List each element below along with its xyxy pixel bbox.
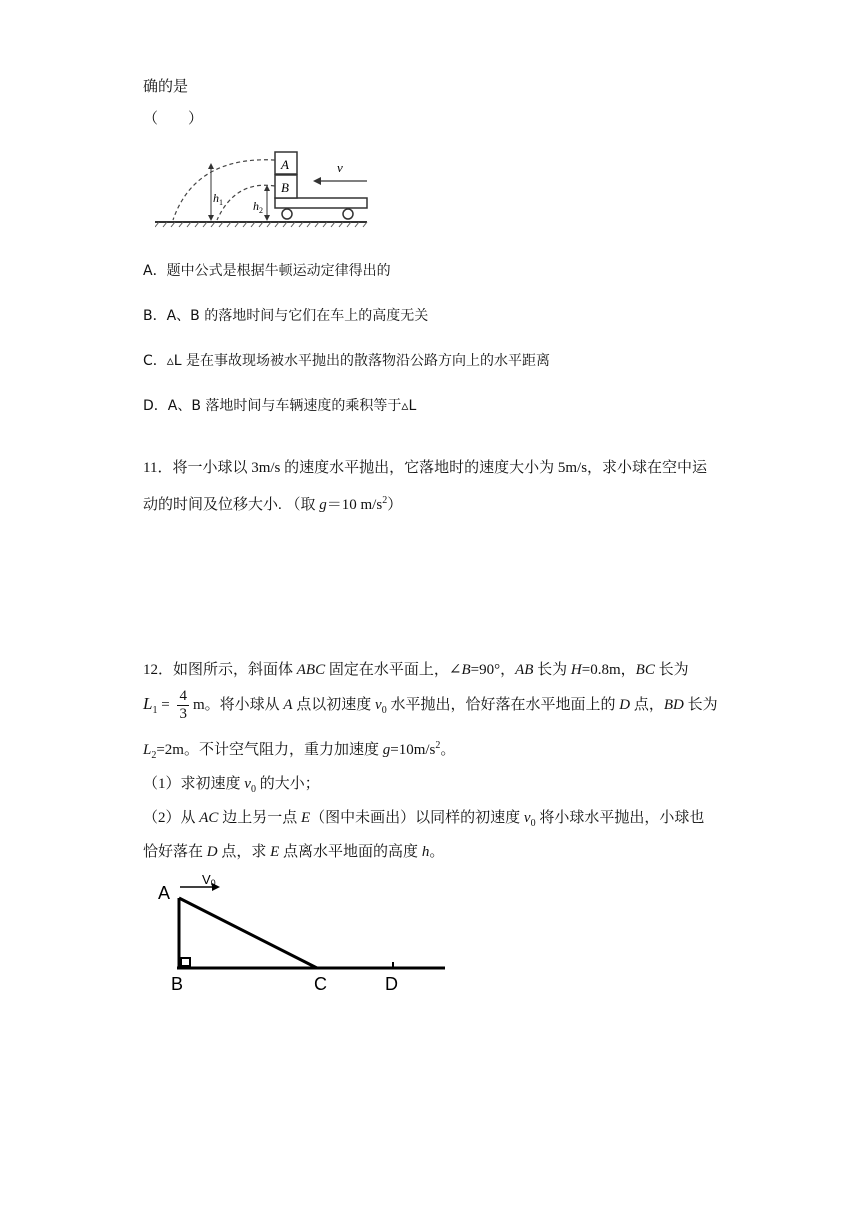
label-point-b: B (171, 974, 184, 994)
label-point-d: D (385, 974, 398, 994)
label-h1: $h_1$ (213, 191, 223, 207)
label-b: B (281, 180, 289, 195)
q10-option-b: B．A、B 的落地时间与它们在车上的高度无关 (143, 308, 429, 324)
q10-option-c: C．▵L 是在事故现场被水平抛出的散落物沿公路方向上的水平距离 (143, 353, 551, 369)
q12-line-3: $L_2=2m$。不计空气阻力，重力加速度 $g=10m/s^2$。 (143, 740, 456, 761)
q10-option-a: A．题中公式是根据牛顿运动定律得出的 (143, 263, 391, 279)
q10-option-d: D．A、B 落地时间与车辆速度的乘积等于▵L (143, 398, 417, 414)
label-a: A (281, 157, 289, 172)
label-point-a: A (158, 883, 171, 903)
label-v: v (337, 160, 343, 175)
label-point-c: C (314, 974, 327, 994)
label-h2: $h_2$ (253, 199, 263, 215)
q12-line-2: $L_1$ = $\frac{4}{3}$ m。将小球从 A 点以初速度 $v_0$ 水平抛出，恰好落在水平地面上的 D 点，BD 长为 (143, 688, 718, 722)
q12-part-2-line-2: 恰好落在 D 点，求 E 点离水平地面的高度 h。 (143, 844, 445, 860)
q12-part-1: （1）求初速度 $v_0$ 的大小； (143, 776, 320, 795)
q11-line-1: 11．将一小球以 3m/s 的速度水平抛出，它落地时的速度大小为 5m/s，求小球在空中运 (143, 460, 708, 476)
q12-line-1: 12．如图所示，斜面体 ABC 固定在水平面上，∠B=90°，AB 长为 H=0.8m，BC 长为 (143, 662, 689, 678)
q10-cart-figure (155, 150, 375, 230)
q11-line-2: 动的时间及位移大小. （取 g＝10 $m/s^2$） (143, 495, 403, 513)
fraction-four-thirds: $\frac{4}{3}$ (179, 688, 187, 722)
q12-incline-figure (150, 868, 450, 998)
label-v0: V0 (202, 872, 216, 888)
q10-answer-blank: （ ） (143, 111, 204, 127)
q12-part-2-line-1: （2）从 AC 边上另一点 E（图中未画出）以同样的初速度 $v_0$ 将小球水平抛出，小球也 (143, 810, 705, 829)
q10-stem-tail: 确的是 (143, 79, 189, 95)
